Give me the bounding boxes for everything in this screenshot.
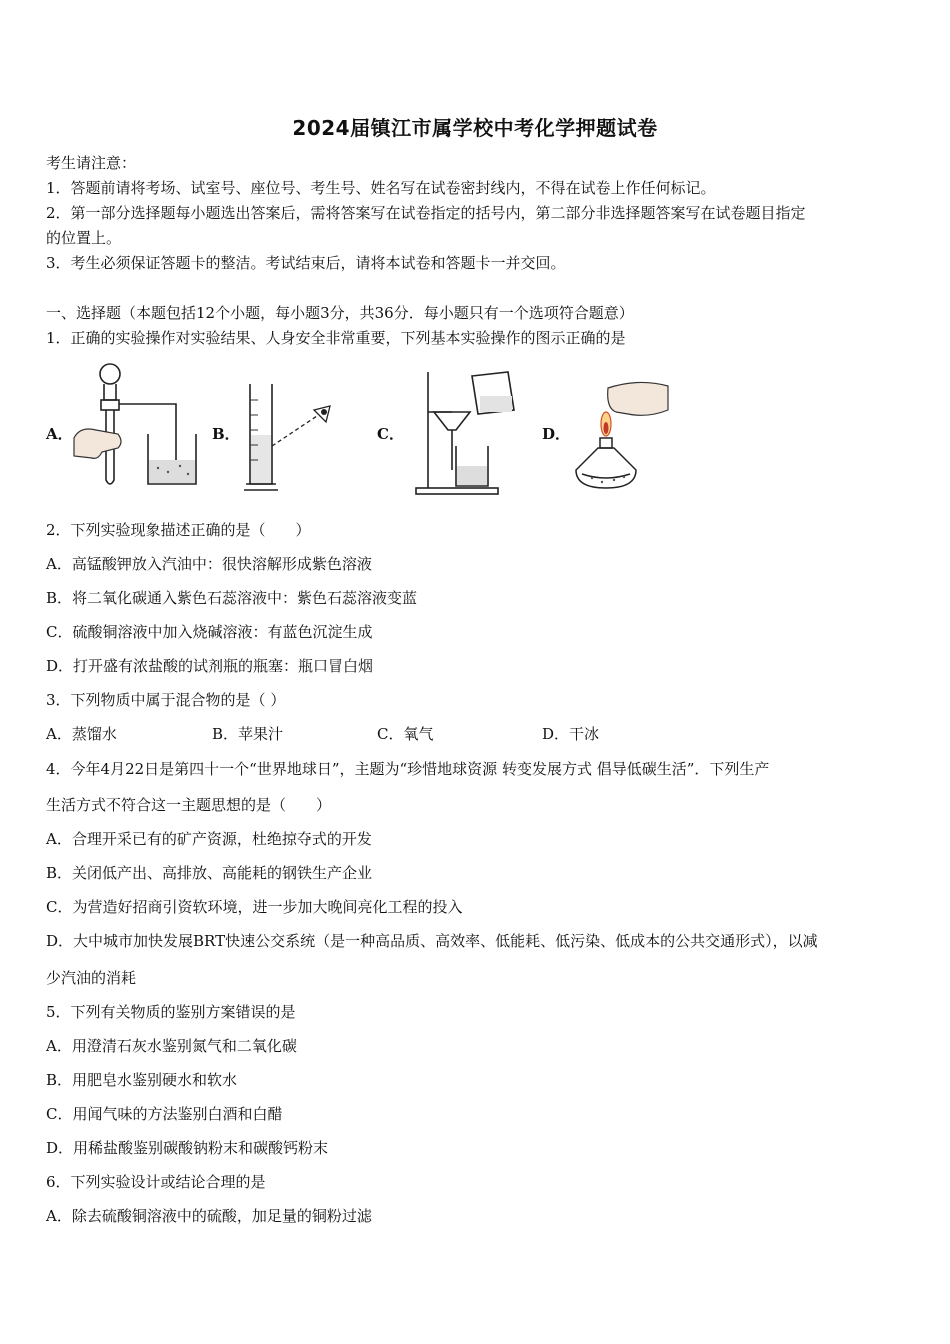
notice-heading: 考生请注意： [46, 154, 137, 172]
option: C．氧气 [377, 725, 434, 743]
option: B．用肥皂水鉴别硬水和软水 [46, 1071, 238, 1089]
figure-b-cylinder-reading [240, 380, 340, 495]
question-stem: 2．下列实验现象描述正确的是（ ） [46, 521, 311, 539]
option-label-b: B． [212, 425, 240, 443]
option: A．高锰酸钾放入汽油中：很快溶解形成紫色溶液 [46, 555, 372, 573]
option: A．除去硫酸铜溶液中的硫酸，加足量的铜粉过滤 [46, 1207, 372, 1225]
figure-d-alcohol-lamp [568, 378, 672, 496]
option: B．关闭低产出、高排放、高能耗的钢铁生产企业 [46, 864, 373, 882]
option: C．硫酸铜溶液中加入烧碱溶液：有蓝色沉淀生成 [46, 623, 373, 641]
notice-item: 1．答题前请将考场、试室号、座位号、考生号、姓名写在试卷密封线内，不得在试卷上作任何标记。 [46, 179, 716, 197]
option: C．用闻气味的方法鉴别白酒和白醋 [46, 1105, 283, 1123]
question-stem: 5．下列有关物质的鉴别方案错误的是 [46, 1003, 296, 1021]
option: D．干冰 [542, 725, 600, 743]
question-stem: 6．下列实验设计或结论合理的是 [46, 1173, 266, 1191]
option: A．用澄清石灰水鉴别氮气和二氧化碳 [46, 1037, 297, 1055]
question-stem: 3．下列物质中属于混合物的是（ ） [46, 691, 286, 709]
option: B．将二氧化碳通入紫色石蕊溶液中：紫色石蕊溶液变蓝 [46, 589, 418, 607]
notice-item: 2．第一部分选择题每小题选出答案后，需将答案写在试卷指定的括号内，第二部分非选择题答案写在试卷题目指定 [46, 204, 806, 222]
option: A．蒸馏水 [46, 725, 117, 743]
notice-item: 的位置上。 [46, 229, 122, 247]
option: 少汽油的消耗 [46, 969, 137, 987]
option: D．用稀盐酸鉴别碳酸钠粉末和碳酸钙粉末 [46, 1139, 329, 1157]
option: D．大中城市加快发展BRT快速公交系统（是一种高品质、高效率、低能耗、低污染、低成本的公共交通形式），以减 [46, 932, 818, 950]
question-stem: 4．今年4月22日是第四十一个“世界地球日”，主题为“珍惜地球资源 转变发展方式 倡导低碳生活”．下列生产 [46, 760, 770, 778]
page-title: 2024届镇江市属学校中考化学押题试卷 [292, 116, 658, 140]
option-label-d: D． [542, 425, 571, 443]
option: C．为营造好招商引资软环境，进一步加大晚间亮化工程的投入 [46, 898, 463, 916]
option: B．苹果汁 [212, 725, 284, 743]
option-label-a: A． [46, 425, 73, 443]
figure-c-filtration [412, 366, 522, 496]
figure-a-airtight-check [72, 360, 202, 495]
option: A．合理开采已有的矿产资源，杜绝掠夺式的开发 [46, 830, 372, 848]
question-stem: 生活方式不符合这一主题思想的是（ ） [46, 796, 332, 814]
section-heading: 一、选择题（本题包括12个小题，每小题3分，共36分．每小题只有一个选项符合题意） [46, 304, 634, 322]
option: D．打开盛有浓盐酸的试剂瓶的瓶塞：瓶口冒白烟 [46, 657, 374, 675]
option-label-c: C． [377, 425, 404, 443]
notice-item: 3．考生必须保证答题卡的整洁。考试结束后，请将本试卷和答题卡一并交回。 [46, 254, 566, 272]
question-stem: 1．正确的实验操作对实验结果、人身安全非常重要，下列基本实验操作的图示正确的是 [46, 329, 626, 347]
